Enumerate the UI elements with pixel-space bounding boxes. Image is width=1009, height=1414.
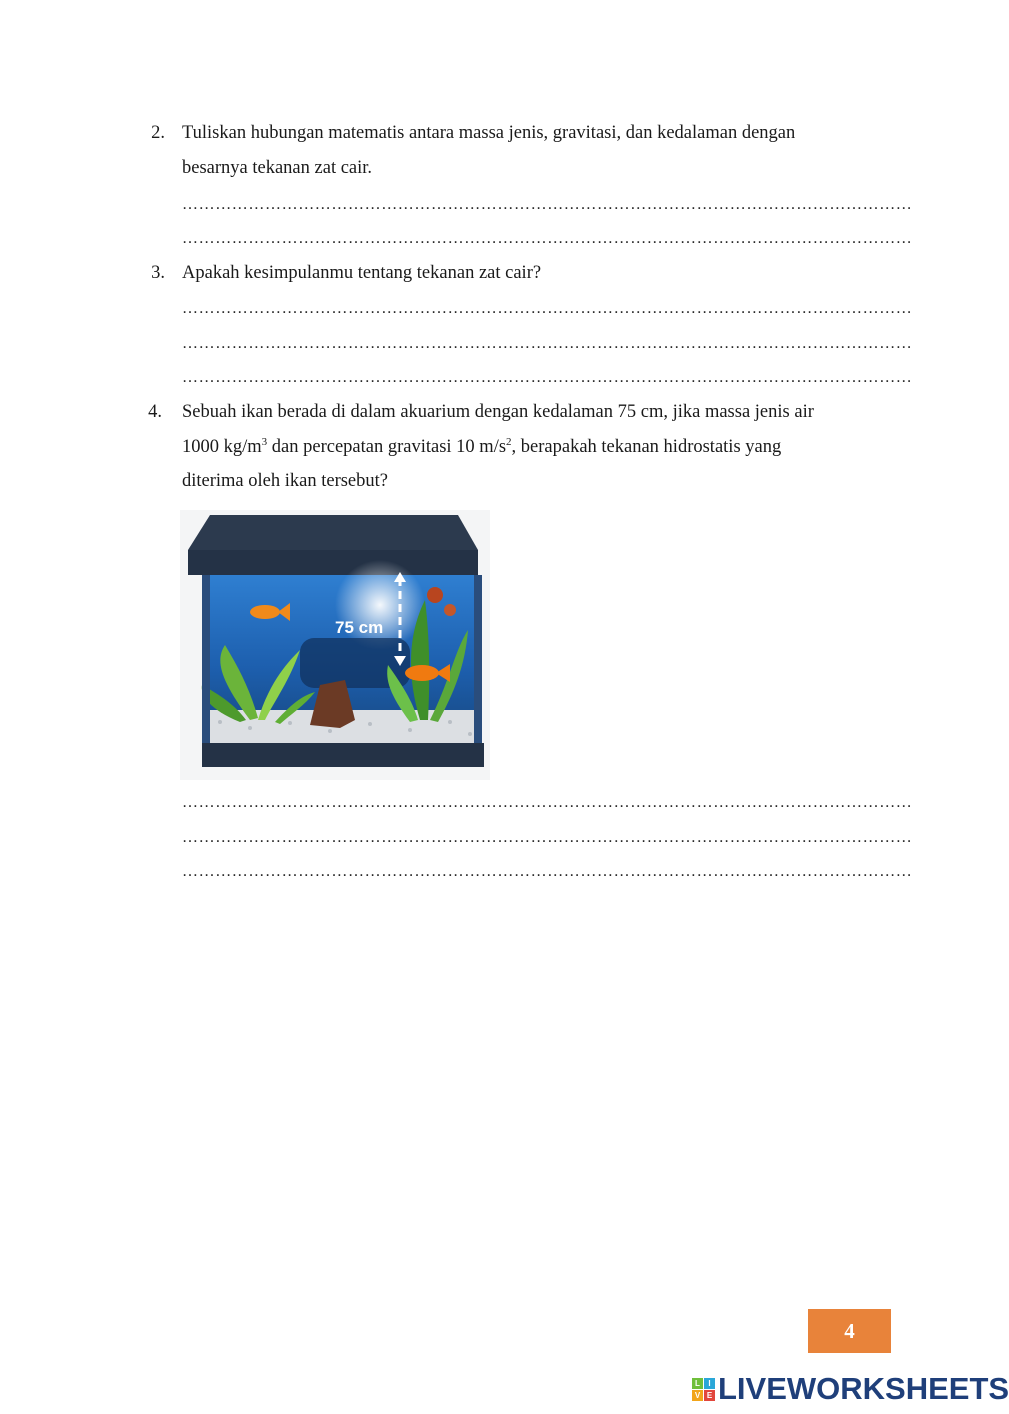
liveworksheets-logo <box>692 1371 1009 1406</box>
brand-name: LIVEWORKSHEETS <box>718 1371 1009 1406</box>
question-text: 1000 $kg/m^3$ dan percepatan gravitasi 10 $m/s^2$, berapakah tekanan hidrostatis yang <box>182 435 782 457</box>
answer-line[interactable]: …………………………………………………………………………………………………………………… <box>182 230 913 247</box>
question-text: Apakah kesimpulanmu tentang tekanan zat cair? <box>182 263 542 283</box>
page-number: 4 <box>808 1309 891 1353</box>
answer-line[interactable]: …………………………………………………………………………………………………………………… <box>182 300 913 317</box>
question-text: Tuliskan hubungan matematis antara massa jenis, gravitasi, dan kedalaman dengan <box>182 123 796 143</box>
answer-line[interactable]: …………………………………………………………………………………………………………………… <box>182 794 913 811</box>
answer-line[interactable]: …………………………………………………………………………………………………………………… <box>182 335 913 352</box>
question-number: 3. <box>151 263 165 283</box>
question-text: diterima oleh ikan tersebut? <box>182 471 388 491</box>
question-text: Sebuah ikan berada di dalam akuarium dengan kedalaman 75 cm, jika massa jenis air <box>182 402 814 422</box>
depth-label: 75 cm <box>335 618 384 637</box>
answer-line[interactable]: …………………………………………………………………………………………………………………… <box>182 863 913 880</box>
aquarium-lid <box>188 515 478 550</box>
question-number: 2. <box>151 123 165 143</box>
answer-line[interactable]: …………………………………………………………………………………………………………………… <box>182 196 913 213</box>
answer-line[interactable]: …………………………………………………………………………………………………………………… <box>182 829 913 846</box>
answer-line[interactable]: …………………………………………………………………………………………………………………… <box>182 369 913 386</box>
aquarium-image <box>180 510 490 780</box>
question-number: 4. <box>148 402 162 422</box>
question-text: besarnya tekanan zat cair. <box>182 158 373 178</box>
logo-blocks-icon: L I V E <box>692 1378 715 1401</box>
